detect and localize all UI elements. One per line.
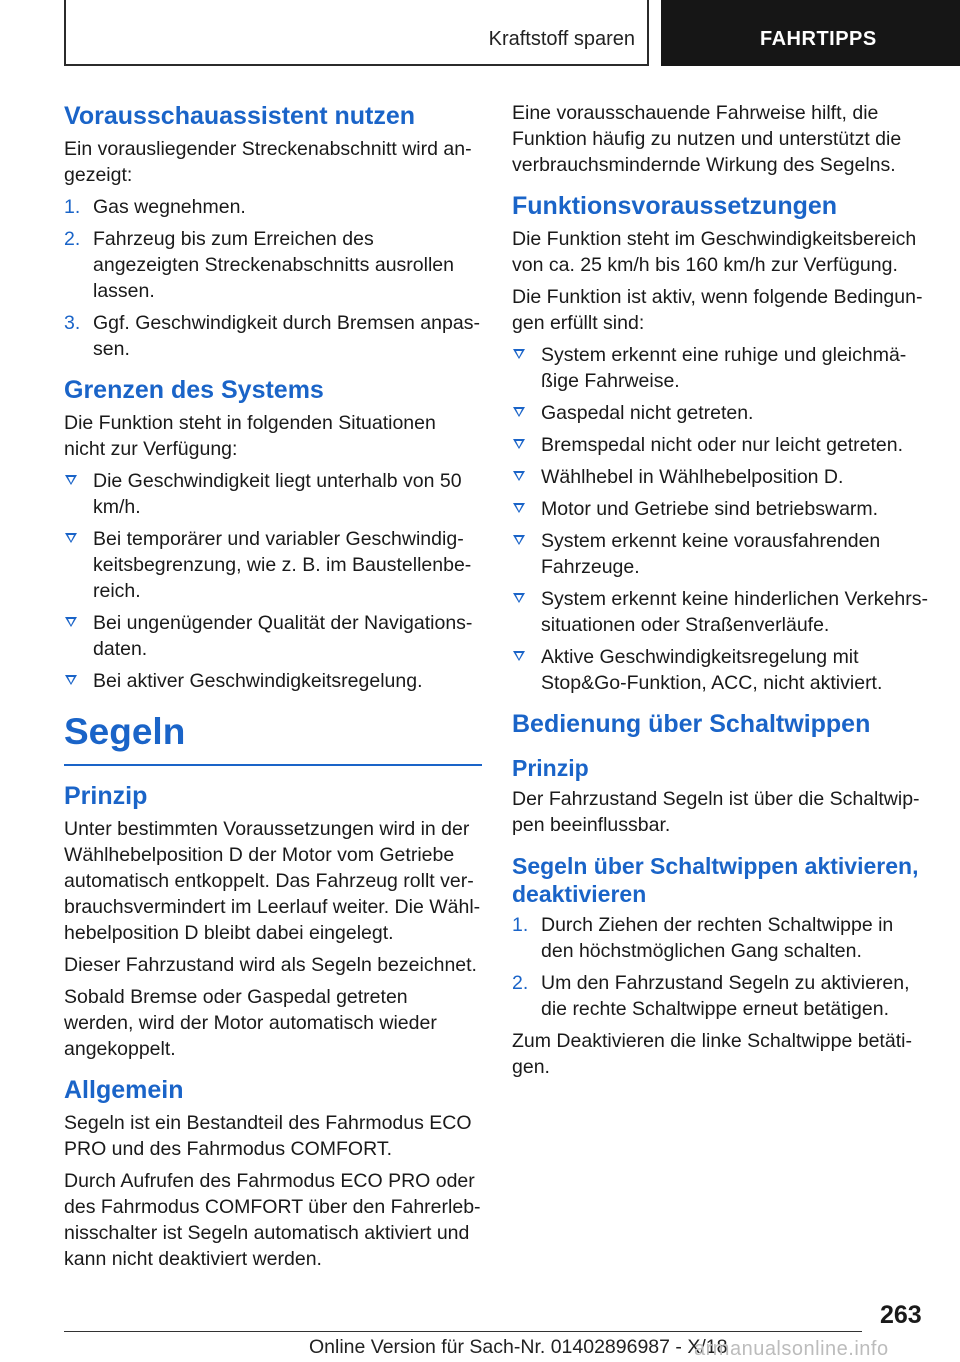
step-text: Durch Ziehen der rechten Schaltwippe in den höchstmöglichen Gang schalten. [541,914,894,962]
list-item [64,526,482,604]
paragraph: Eine vorausschauende Fahrweise hilft, die Funktion häufig zu nutzen und unterstützt die verbrauchsmindernde Wirkung des Segelns. [512,102,902,176]
triangle-bullet-icon [513,407,525,417]
bullet-text: Aktive Geschwindigkeitsregelung mit Stop&Go-Funktion, ACC, nicht aktiviert. [541,646,883,694]
list-item [512,528,930,580]
chapter-tab[interactable] [661,0,960,66]
heading-prinzip: Prinzip [64,782,148,810]
triangle-bullet-icon [513,439,525,449]
paragraph: Segeln ist ein Bestandteil des Fahrmodus ECO PRO und des Fahrmodus COMFORT. [64,1112,472,1160]
list-item [512,912,930,964]
page-number: 263 [880,1301,922,1329]
triangle-bullet-icon [65,475,77,485]
bullet-text: Die Geschwindigkeit liegt unterhalb von 50 km/h. [93,470,462,518]
bullet-text: Bremspedal nicht oder nur leicht getreten. [541,434,904,456]
subheading-segeln-aktivieren: Segeln über Schaltwippen aktivieren, deaktivieren [512,853,919,907]
paragraph: Die Funktion steht im Geschwindigkeitsbereich von ca. 25 km/h bis 160 km/h zur Verfügung. [512,228,917,276]
paragraph: Durch Aufrufen des Fahrmodus ECO PRO oder des Fahrmodus COMFORT über den Fahrerlebnisschalter ist Segeln automatisch aktiviert und kann nicht deaktiviert werden. [64,1170,481,1270]
list-item [512,400,930,426]
bullet-text: Wählhebel in Wählhebelposition D. [541,466,844,488]
heading-allgemein: Allgemein [64,1076,184,1104]
step-number: 1. [512,914,529,936]
paragraph: Zum Deaktivieren die linke Schaltwippe betätigen. [512,1030,912,1078]
heading-funktionsvoraussetzungen: Funktionsvoraussetzungen [512,192,838,220]
left-column [64,100,482,1278]
list-item [512,970,930,1022]
heading-grenzen: Grenzen des Systems [64,376,324,404]
paragraph: Dieser Fahrzustand wird als Segeln bezeichnet. [64,954,477,976]
step-number: 1. [64,196,81,218]
bullet-list-grenzen [64,468,482,694]
bullet-text: System erkennt keine hinderlichen Verkehrssituationen oder Straßenverläufe. [541,588,928,636]
right-column [512,100,930,1086]
step-number: 3. [64,312,81,334]
list-item [512,644,930,696]
triangle-bullet-icon [65,617,77,627]
section-tab-label: Kraftstoff sparen [488,28,635,50]
paragraph: Ein vorausliegender Streckenabschnitt wird angezeigt: [64,138,472,186]
list-item [512,496,930,522]
triangle-bullet-icon [65,533,77,543]
paragraph: Sobald Bremse oder Gaspedal getreten werden, wird der Motor automatisch wieder angekoppelt. [64,986,437,1060]
watermark: armanualsonline.info [694,1338,889,1360]
paragraph: Die Funktion steht in folgenden Situationen nicht zur Verfügung: [64,412,436,460]
step-number: 2. [512,972,529,994]
triangle-bullet-icon [513,535,525,545]
step-number: 2. [64,228,81,250]
footer-divider [64,1331,862,1332]
triangle-bullet-icon [513,349,525,359]
paragraph: Die Funktion ist aktiv, wenn folgende Bedingungen erfüllt sind: [512,286,923,334]
list-item [64,194,482,220]
list-item [512,342,930,394]
triangle-bullet-icon [513,593,525,603]
page-header [0,0,960,66]
heading-bedienung: Bedienung über Schaltwippen [512,710,871,738]
list-item [512,464,930,490]
subheading-prinzip: Prinzip [512,755,589,781]
chapter-tab-label: FAHRTIPPS [760,28,877,50]
list-item [64,226,482,304]
triangle-bullet-icon [65,675,77,685]
bullet-text: Motor und Getriebe sind betriebswarm. [541,498,879,520]
triangle-bullet-icon [513,503,525,513]
step-text: Um den Fahrzustand Segeln zu aktivieren, die rechte Schaltwippe erneut betätigen. [541,972,910,1020]
list-item [64,668,482,694]
list-item [64,310,482,362]
bullet-text: System erkennt keine vorausfahrenden Fahrzeuge. [541,530,881,578]
bullet-text: Bei ungenügender Qualität der Navigationsdaten. [93,612,473,660]
list-item [64,468,482,520]
list-item [512,586,930,638]
paragraph: Der Fahrzustand Segeln ist über die Schaltwippen beeinflussbar. [512,788,920,836]
section-tab[interactable] [64,0,649,66]
list-item [64,610,482,662]
bullet-list-funktion [512,342,930,696]
bullet-text: Gaspedal nicht getreten. [541,402,754,424]
chapter-heading-segeln: Segeln [64,710,482,766]
online-version-text: Online Version für Sach-Nr. 01402896987 - X/18 [309,1336,728,1358]
heading-vorausschauassistent: Vorausschauassistent nutzen [64,102,416,130]
paragraph: Unter bestimmten Voraussetzungen wird in der Wählhebelposition D der Motor vom Getriebe automatisch entkoppelt. Das Fahrzeug rollt verbrauchsvermindert im Leerlauf weiter. Die Wählhebelposition D bleibt dabei eingelegt. [64,818,481,944]
triangle-bullet-icon [513,651,525,661]
step-text: Gas wegnehmen. [93,196,246,218]
triangle-bullet-icon [513,471,525,481]
steps-list-aktivieren [512,912,930,1022]
bullet-text: Bei temporärer und variabler Geschwindigkeitsbegrenzung, wie z. B. im Baustellenbereich. [93,528,472,602]
bullet-text: Bei aktiver Geschwindigkeitsregelung. [93,670,423,692]
list-item [512,432,930,458]
steps-list-voraus [64,194,482,362]
bullet-text: System erkennt eine ruhige und gleichmäßige Fahrweise. [541,344,907,392]
step-text: Fahrzeug bis zum Erreichen des angezeigten Streckenabschnitts ausrollen lassen. [93,228,454,302]
step-text: Ggf. Geschwindigkeit durch Bremsen anpassen. [93,312,480,360]
